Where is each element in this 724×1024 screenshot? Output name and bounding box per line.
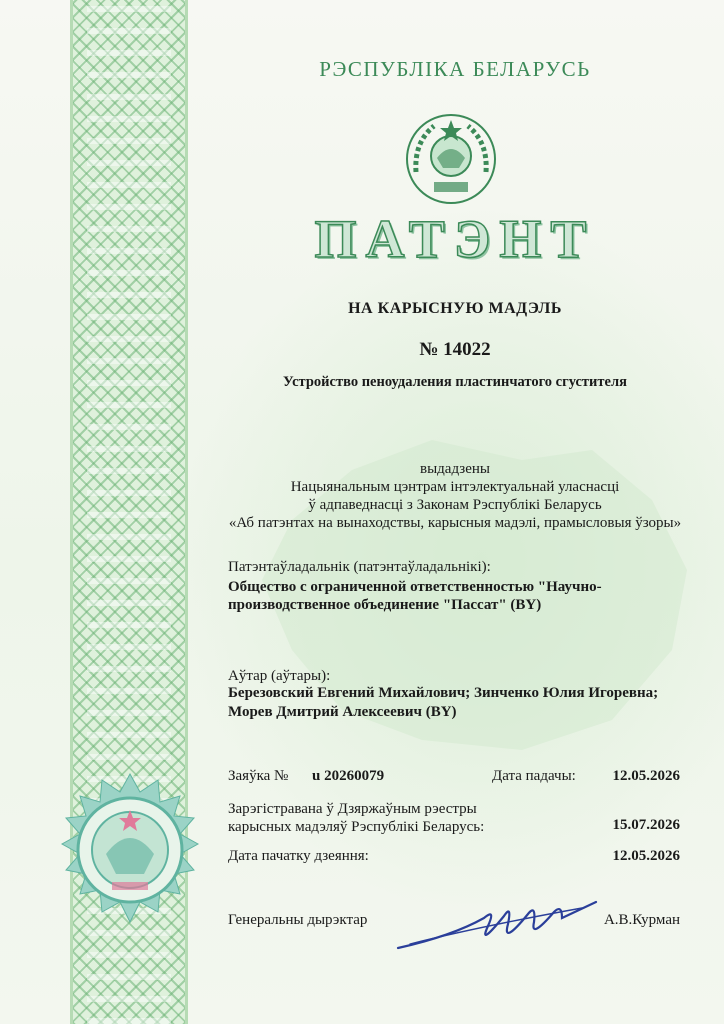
authors-names [228, 684, 678, 722]
validity-label: Дата пачатку дзеяння: [228, 848, 369, 864]
republic-heading: РЭСПУБЛІКА БЕЛАРУСЬ [319, 57, 591, 81]
issued-line: Нацыянальным цэнтрам інтэлектуальнай уласнасці [290, 479, 620, 495]
director-signature [392, 896, 602, 958]
signatory-name: А.В.Курман [603, 912, 680, 928]
document-subtitle: НА КАРЫСНУЮ МАДЭЛЬ [348, 300, 562, 317]
holder-label: Патэнтаўладальнік (патэнтаўладальнікі): [228, 559, 491, 575]
registration-label [228, 800, 484, 836]
filing-date-label: Дата падачы: [492, 768, 576, 784]
registration-label-line: Зарэгістравана ў Дзяржаўным рэестры [228, 801, 477, 817]
filing-date: 12.05.2026 [612, 768, 680, 784]
registration-label-line: карысных мадэляў Рэспублікі Беларусь: [228, 819, 485, 835]
patent-number: № 14022 [419, 339, 491, 360]
issued-by-block [225, 460, 685, 532]
holder-name-line: производственное объединение "Пассат" (BY) [228, 597, 542, 613]
authors-line: Березовский Евгений Михайлович; Зинченко Юлия Игоревна; [228, 685, 659, 701]
signatory-position: Генеральны дырэктар [228, 912, 368, 928]
issued-line: ў адпаведнасці з Законам Рэспублікі Беларусь [308, 497, 602, 513]
application-number: u 20260079 [312, 768, 385, 784]
application-label: Заяўка № [228, 768, 289, 784]
holder-name [228, 578, 678, 614]
issued-line: выдадзены [420, 461, 490, 477]
state-emblem-icon [404, 112, 498, 206]
validity-date: 12.05.2026 [612, 848, 680, 864]
issued-line: «Аб патэнтах на вынаходствы, карысныя мадэлі, прамысловыя ўзоры» [228, 515, 682, 531]
authors-label: Аўтар (аўтары): [228, 668, 331, 684]
invention-title: Устройство пеноудаления пластинчатого сгустителя [283, 374, 627, 390]
registration-date: 15.07.2026 [612, 817, 680, 833]
official-seal-icon [40, 770, 220, 950]
authors-line: Морев Дмитрий Алексеевич (BY) [228, 704, 457, 720]
holder-name-line: Общество с ограниченной ответственностью "Научно- [228, 579, 602, 595]
document-title: ПАТЭНТ [314, 209, 596, 269]
